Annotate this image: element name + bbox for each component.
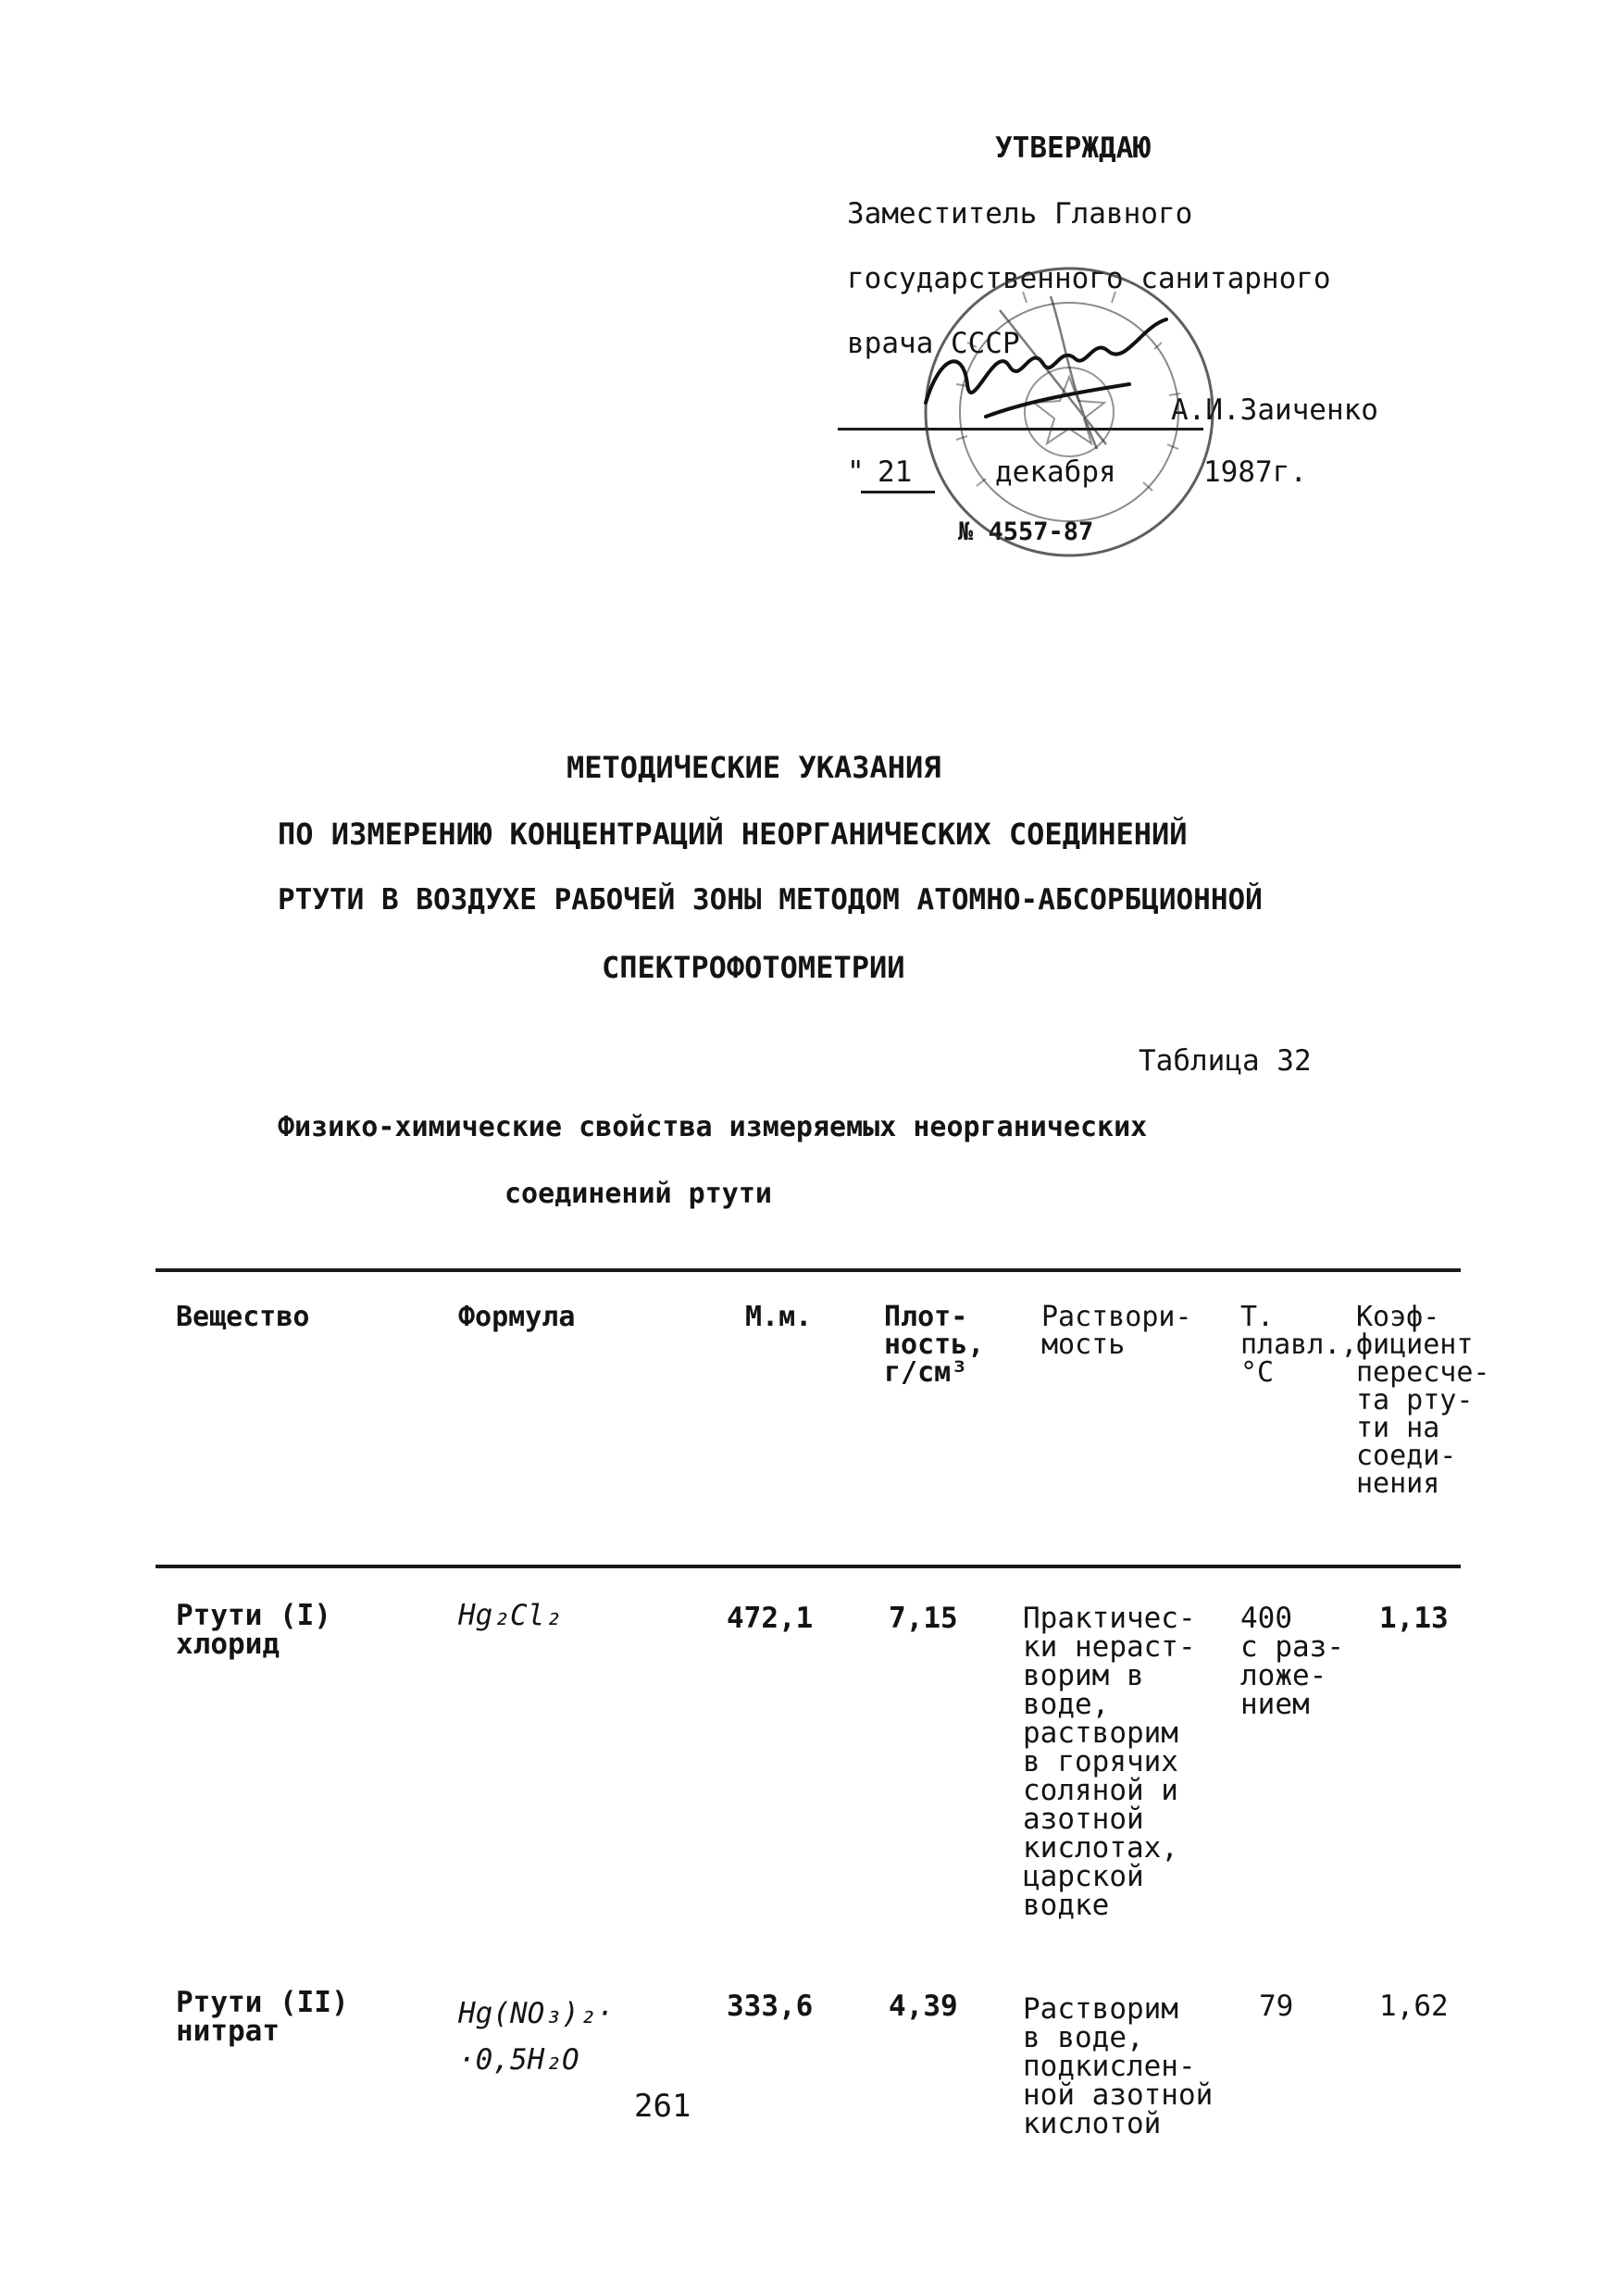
row1-mass: 472,1: [727, 1602, 814, 1635]
header-coefficient-line: соеди-: [1356, 1440, 1457, 1472]
row1-solubility-line: водке: [1023, 1889, 1110, 1922]
row1-melting-line: с раз-: [1240, 1630, 1344, 1664]
official-seal-icon: [912, 255, 1227, 569]
header-substance: Вещество: [176, 1301, 310, 1333]
row1-solubility-line: азотной: [1023, 1803, 1144, 1836]
row2-substance-line: нитрат: [176, 2015, 280, 2048]
header-melting-line: Т.: [1240, 1301, 1275, 1333]
row1-solubility-line: кислотах,: [1023, 1831, 1178, 1865]
approval-date-month: декабря: [995, 455, 1116, 489]
approval-position-line3: врача СССР: [847, 327, 1020, 360]
row1-solubility-line: растворим: [1023, 1716, 1178, 1750]
header-melting-line: плавл.,: [1240, 1329, 1358, 1361]
row1-solubility-line: в горячих: [1023, 1745, 1178, 1778]
doc-title-line2: ПО ИЗМЕРЕНИЮ КОНЦЕНТРАЦИЙ НЕОРГАНИЧЕСКИХ СОЕДИНЕНИЙ: [278, 817, 1188, 852]
approval-date-quote: ": [847, 455, 865, 489]
header-density: [884, 1301, 985, 1389]
approval-position-line2: государственного санитарного: [847, 262, 1331, 295]
row2-density: 4,39: [889, 1990, 958, 2023]
row2-solubility-line: Растворим: [1023, 1992, 1178, 2026]
approval-date-year: 1987г.: [1203, 455, 1307, 489]
row2-solubility-line: кислотой: [1023, 2107, 1162, 2140]
row1-substance-line: хлорид: [176, 1628, 280, 1661]
row2-formula: [458, 1990, 614, 2083]
header-density-line: Плот-: [884, 1301, 968, 1333]
row1-substance-line: Ртути (I): [176, 1599, 331, 1632]
row2-solubility-line: подкислен-: [1023, 2050, 1196, 2083]
header-coefficient-line: Коэф-: [1356, 1301, 1440, 1333]
header-melting-line: °С: [1240, 1356, 1275, 1389]
header-density-line: г/см³: [884, 1356, 968, 1389]
row1-melting-line: нием: [1240, 1688, 1310, 1721]
table-header-rule: [156, 1565, 1461, 1568]
row1-solubility-line: ворим в: [1023, 1659, 1144, 1692]
header-coefficient: [1356, 1301, 1490, 1500]
header-melting: [1240, 1301, 1358, 1389]
row2-coefficient: 1,62: [1379, 1990, 1449, 2023]
row2-solubility-line: в воде,: [1023, 2021, 1144, 2054]
page-number: 261: [634, 2088, 691, 2125]
row2-substance-line: Ртути (II): [176, 1986, 349, 2019]
table-top-rule: [156, 1268, 1461, 1272]
row2-mass: 333,6: [727, 1990, 814, 2023]
row1-density: 7,15: [889, 1602, 958, 1635]
header-solubility-line: Раствори-: [1041, 1301, 1192, 1333]
row2-formula-line: Hg(NO₃)₂·: [458, 1997, 614, 2030]
header-coefficient-line: нения: [1356, 1467, 1440, 1500]
approval-number: № 4557-87: [958, 518, 1094, 546]
approval-signer: А.И.Заиченко: [1171, 393, 1378, 427]
header-coefficient-line: пересче-: [1356, 1356, 1490, 1389]
row1-solubility-line: царской: [1023, 1860, 1144, 1893]
approval-position-line1: Заместитель Главного: [847, 197, 1193, 231]
approval-heading: УТВЕРЖДАЮ: [995, 131, 1151, 165]
row1-substance: [176, 1599, 331, 1661]
doc-title-line1: МЕТОДИЧЕСКИЕ УКАЗАНИЯ: [567, 750, 941, 785]
row2-solubility-line: ной азотной: [1023, 2078, 1214, 2112]
header-density-line: ность,: [884, 1329, 985, 1361]
header-formula: Формула: [458, 1301, 576, 1333]
row1-solubility-line: Практичес-: [1023, 1602, 1196, 1635]
row1-melting: [1240, 1604, 1344, 1719]
row1-melting-line: 400: [1240, 1602, 1292, 1635]
row1-solubility-line: ки нераст-: [1023, 1630, 1196, 1664]
header-solubility: [1041, 1301, 1192, 1361]
table-label: Таблица 32: [1139, 1044, 1312, 1078]
row1-melting-line: ложе-: [1240, 1659, 1327, 1692]
row2-melting: 79: [1259, 1990, 1294, 2023]
row1-solubility-line: соляной и: [1023, 1774, 1178, 1807]
doc-title-line4: СПЕКТРОФОТОМЕТРИИ: [602, 950, 905, 985]
row1-solubility-line: воде,: [1023, 1688, 1110, 1721]
header-solubility-line: мость: [1041, 1329, 1126, 1361]
row2-formula-line: ·0,5H₂O: [458, 2043, 579, 2077]
table-caption-line1: Физико-химические свойства измеряемых неорганических: [278, 1111, 1148, 1143]
row1-solubility: [1023, 1604, 1196, 1920]
row2-solubility: [1023, 1992, 1214, 2140]
table-caption-line2: соединений ртути: [504, 1178, 772, 1210]
approval-date-day: 21: [878, 455, 913, 489]
header-coefficient-line: та рту-: [1356, 1384, 1474, 1416]
doc-title-line3: РТУТИ В ВОЗДУХЕ РАБОЧЕЙ ЗОНЫ МЕТОДОМ АТОМНО-АБСОРБЦИОННОЙ: [278, 883, 1263, 917]
row1-coefficient: 1,13: [1379, 1602, 1449, 1635]
header-mass: М.м.: [745, 1301, 813, 1333]
row2-substance: [176, 1986, 349, 2048]
header-coefficient-line: фициент: [1356, 1329, 1474, 1361]
header-coefficient-line: ти на: [1356, 1412, 1440, 1444]
row1-formula: Hg₂Cl₂: [458, 1599, 562, 1632]
